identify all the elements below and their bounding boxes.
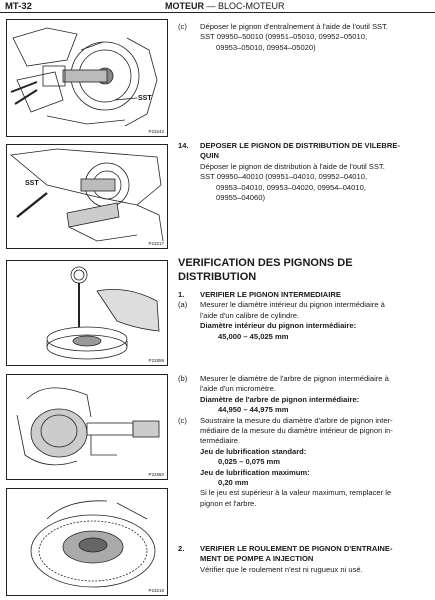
figure-idler-gear-inner-diameter — [6, 260, 168, 366]
step-c-top — [178, 22, 430, 53]
step-14-line3: 09953–04010, 09953–04020, 09954–04010, — [216, 182, 366, 192]
step-1c-note-line1: Si le jeu est supérieur à la valeur maximum, remplacer le — [200, 488, 392, 498]
step-14-line2: SST 09950–40010 (09951–04010, 09952–04010, — [200, 172, 368, 182]
figure-1-illustration — [7, 20, 167, 136]
page-number: MT-32 — [5, 1, 32, 12]
step-2-number: 2. — [178, 544, 185, 553]
step-1b-spec-value: 44,950 – 44,975 mm — [218, 405, 289, 415]
step-1a-label: (a) — [178, 300, 188, 310]
header-rule — [0, 12, 435, 13]
step-1-number: 1. — [178, 290, 185, 299]
step-c-top-line2: SST 09950–50010 (09951–05010, 09952–05010, — [200, 32, 368, 42]
figure-1-sst-callout: SST — [138, 95, 152, 102]
step-1 — [178, 290, 430, 342]
figure-3-code: P22859 — [148, 358, 164, 363]
section-heading — [178, 256, 430, 284]
figure-4-illustration — [7, 375, 167, 479]
step-1c-label: (c) — [178, 415, 187, 425]
step-2 — [178, 544, 430, 575]
step-2-line1: Vérifier que le roulement n'est ni rugueux ni usé. — [200, 564, 363, 574]
step-1a-spec-value: 45,000 – 45,025 mm — [218, 331, 289, 341]
step-1b-line2: l'aide d'un micromètre. — [200, 384, 276, 394]
step-1c-std-value: 0,025 – 0,075 mm — [218, 457, 281, 467]
step-1-title: VERIFIER LE PIGNON INTERMEDIAIRE — [200, 290, 341, 299]
figure-timing-gear-removal — [6, 144, 168, 249]
step-1c-line3: termédiaire. — [200, 436, 241, 446]
step-1b-spec-label: Diamètre de l'arbre de pignon intermédiaire: — [200, 394, 360, 404]
step-14-line4: 09955–04060) — [216, 193, 265, 203]
running-title — [165, 1, 285, 11]
section-heading-line2: DISTRIBUTION — [178, 271, 257, 283]
step-1c-note-line2: pignon et l'arbre. — [200, 498, 257, 508]
step-14-title-line1: DEPOSER LE PIGNON DE DISTRIBUTION DE VILEBRE- — [200, 141, 400, 150]
step-1c-std-label: Jeu de lubrification standard: — [200, 446, 307, 456]
figure-5-illustration — [7, 489, 167, 595]
figure-2-illustration — [7, 145, 167, 248]
step-1c-max-value: 0,20 mm — [218, 478, 249, 488]
figure-idler-shaft-micrometer — [6, 374, 168, 480]
section-heading-line1: VERIFICATION DES PIGNONS DE — [178, 257, 353, 269]
step-1a-spec-label: Diamètre intérieur du pignon intermédiaire: — [200, 321, 357, 331]
figure-5-code: P23218 — [148, 588, 164, 593]
running-title-sub: — BLOC-MOTEUR — [204, 1, 285, 11]
running-title-main: MOTEUR — [165, 1, 204, 11]
step-2-title-line1: VERIFIER LE ROULEMENT DE PIGNON D'ENTRAINE- — [200, 544, 393, 553]
step-14 — [178, 141, 430, 203]
step-1c-line1: Soustraire la mesure du diamètre d'arbre de pignon inter- — [200, 415, 393, 425]
step-c-top-line3: 09953–05010, 09954–05020) — [216, 42, 316, 52]
step-14-line1: Déposer le pignon de distribution à l'aide de l'outil SST. — [200, 161, 385, 171]
step-c-top-label: (c) — [178, 22, 187, 31]
step-14-number: 14. — [178, 141, 189, 150]
step-1c-line2: médiaire de la mesure du diamètre intérieur de pignon in- — [200, 426, 393, 436]
figure-3-illustration — [7, 261, 167, 365]
step-c-top-line1: Déposer le pignon d'entraînement à l'aide de l'outil SST. — [200, 22, 388, 31]
step-1a-line1: Mesurer le diamètre intérieur du pignon intermédiaire à — [200, 300, 385, 310]
figure-1-code: P23242 — [148, 129, 164, 134]
step-1a-line2: l'aide d'un calibre de cylindre. — [200, 310, 300, 320]
step-1c-max-label: Jeu de lubrification maximum: — [200, 467, 310, 477]
figure-4-code: P22860 — [148, 472, 164, 477]
step-1b-label: (b) — [178, 374, 188, 383]
step-1b — [178, 374, 430, 509]
figure-2-sst-callout: SST — [25, 180, 39, 187]
figure-injection-pump-drive-bearing — [6, 488, 168, 596]
step-14-title-line2: QUIN — [200, 151, 219, 161]
step-1b-line1: Mesurer le diamètre de l'arbre de pignon intermédiaire à — [200, 374, 389, 383]
figure-crankshaft-pulley-removal — [6, 19, 168, 137]
step-2-title-line2: MENT DE POMPE A INJECTION — [200, 554, 314, 564]
page-header — [0, 0, 435, 15]
figure-2-code: P23217 — [148, 241, 164, 246]
